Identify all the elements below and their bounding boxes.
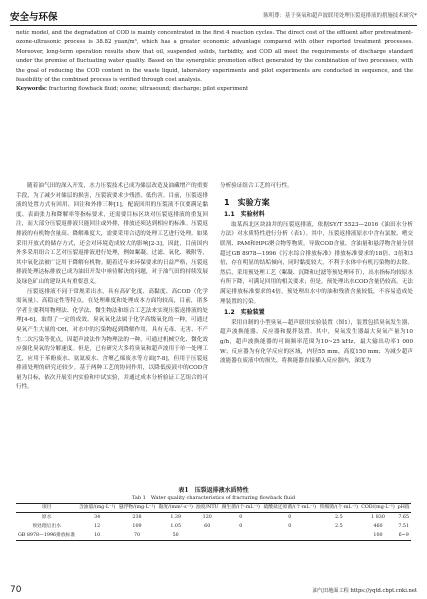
cell [195,531,220,541]
intro-paragraph-1: 随着油气田的深入开发，水力压裂技术已成为储层改造及油藏增产的重要手段，为了减少对储层的损害，压裂液要求少残渣、低伤害。目前，压裂返排液的处置方式有回用、回注和外排三种[1]，配液回用的压裂液不仅要满足黏度、表面张力和降解率等指标要求，还需要目标区块对压裂返排液的重复回注，而大部分压裂返排液只能回注或外排，排放还须达到相应的标准。压裂返排液的有机物含量高、降解难度大，需要采用合适的处理工艺进行处理。如果采用开放式的储存方式，还会对环境造成较大的影响[2-3]，因此，目前国内外多采用组合工艺对压裂返排液进行处理，例如絮凝、过滤、氧化、吸附等，其中氧化法被广泛用于降解有机物。随着近年来环保要求的日益严格，压裂返排液处理达标排放已成为油田开发中亟待解决的问题，对于油气田的持续发展及绿色矿山的建设具有重要意义。 [16,183,208,285]
materials-paragraph: 取某西北区块油井的压裂返排液，依据SY/T 5523—2016《油田水分析方法》对水质特性进行分析（表1）。其中，压裂返排液原水中含有氯胺、嗜交联剂、PAM和HPG聚合物等物质，导致COD含量、含油量和悬浮物含量分别超过GB 8978—1996《污水综合排放标准》排放标准要求的18倍、3倍和3倍，存在明显的结垢倾向，同时黏度较大，不利于水体中有机污染物的去除。然后，采用预处理工艺（絮凝、沉降和过滤等预处理环节），出水指标均较原水有所下降，可满足回用的相关要求；但是，预处理出水COD含量仍较高，无法满足排放标准要求的4倍。预处理出水中的油和残渣含量较低，不容易造成处理装置的污染。 [220,221,413,305]
cell: 7.51 [398,523,410,529]
cell: 0 [288,514,292,520]
cell: 预处理后出水 [32,523,62,529]
table-header-row [16,504,411,513]
cell: 50 [157,531,195,541]
header-tgb: 腐生菌/(个·mL⁻¹) [220,504,262,513]
cell: 1.39 [170,514,182,520]
table-row [16,522,411,531]
header-ph: pH值 [396,504,411,513]
table-row [16,513,411,523]
cell [262,531,318,541]
section-title: 安全与环保 [10,12,58,23]
cell: 460 [373,523,383,529]
table-subtitle: Tab 1 Water quality characteristics of fracturing flowback fluid [131,495,296,501]
cell: 0 [288,523,292,529]
cell: 70 [117,531,157,541]
keywords-text: fracturing flowback fluid; ozone; ultrasound; discharge; pilot experiment [48,86,249,93]
right-column [220,182,413,367]
cell: 109 [132,523,142,529]
header-viscosity: 黏度/(mm²·s⁻¹) [157,504,195,513]
table-title: 表1 压裂返排液水质特性 [178,487,249,494]
cell: 0 [239,523,243,529]
header-suspended: 悬浮物/(mg·L⁻¹) [117,504,157,513]
cell: 2.5 [335,523,343,529]
intro-paragraph-end: 分析验证组合工艺的可行性。 [220,183,293,189]
cell: 0 [239,514,243,520]
page-header [10,6,417,26]
header-divider [10,25,417,26]
intro-paragraph-2: 压裂返排液不同于常规采出水，具有高矿化度、高黏度、高COD（化学需氧量）、高稳定性等特点，在处理难度和处理成本方面均较高，目前，诸多学者主要利用物理法、化学法、微生物法和组合工艺法来实现压裂返排液的处理[4-6]，取得了一定的成效。臭氧氧化法属于化学高级氧化的一种，可通过臭氧产生大量的·OH，对水中的污染物起到降解作用，具有无毒、无害、不产生二次污染等优点，因超声波法作为物理法的一种，可通过机械空化、微化效应强化臭氧的分解速度。但是，已有研究大多将臭氧和超声波用于单一处理工艺，应用于苯酚废水、氨氮废水、含聚乙烯废水等方面[7-8]，但用于压裂返排液处理的研究还较少。基于两种工艺的协同作用，以降低废液中的COD含量为目标，依次开展室内实验和中试实验，并通过成本分析验证工艺组合的可行性。 [16,288,208,391]
cell: 100 [360,531,397,541]
left-column [16,182,208,393]
keywords [16,85,413,94]
abstract-text: netic model, and the degradation of COD is mainly concentrated in the first 4 reaction cycles. The direct cost of the effluent after pretreatment-ozone-ultrasonic process is 38.82 yuan/m³, which has a greater economic advantage compared with other reported treatment processes. Moreover, long-term operation results show that oil, suspended solids, turbidity, and COD all meet the requirements of discharge standard under the premise of fluctuating water quality. Based on the synergistic promotion effect generated by the combination of two processes, with the goal of reducing the COD content in the waste liquid, laboratory experiments and pilot experiments are conducted in sequence, and the feasibility of the combined process is verified through cost analysis. [16,30,413,84]
header-oil: 含油量/(mg·L⁻¹) [77,504,117,513]
cell: 60 [204,523,211,529]
running-title: 陈明尊：基于臭氧和超声波联用处理压裂返排液的措施技术研究* [263,13,417,19]
header-srb: 硫酸盐还原菌/(个·mL⁻¹) [262,504,318,513]
header-cod: COD/(mg·L⁻¹) [360,504,397,513]
cell: 10 [77,531,117,541]
subsection-heading-materials: 1.1 实验材料 [224,211,265,219]
header-turbidity: 浊度/NTU [195,504,220,513]
cell: 6~9 [396,531,411,541]
english-abstract [16,29,413,95]
keywords-label: Keywords: [16,86,47,93]
cell: 238 [132,514,142,520]
cell: 34 [94,514,101,520]
cell: 2.5 [335,514,343,520]
page-number: 70 [10,585,22,595]
water-quality-table [16,503,411,541]
cell [220,531,262,541]
cell: 12 [94,523,101,529]
header-fb: 铁细菌/(个·mL⁻¹) [318,504,360,513]
cell [318,531,360,541]
cell: 1.05 [170,523,182,529]
journal-footer: 油气田地面工程 https://yqtd.cbpt.cnki.net [312,588,417,594]
cell: 原水 [41,514,52,520]
cell: GB 8978—1996排放标准 [16,531,77,541]
cell: 120 [202,514,212,520]
section-heading-experiment: 1 实验方案 [224,197,270,207]
cell: 1 830 [371,514,385,520]
table-row [16,531,411,541]
header-item: 项目 [16,504,77,513]
page-footer [10,583,417,595]
subsection-heading-apparatus: 1.2 实验装置 [224,309,265,317]
apparatus-paragraph: 采用自制的小型臭氧—超声联用实验装置（图1），装置包括臭氧发生器、超声波换能器、反应器和搅拌装置。其中，臭氧发生器最大臭氧产量为10 g/h，超声波换能器的可调频率范围为10~25 kHz，最大输出功率1 000 W；反应器为有化学反应的区域，内径55 mm，高度150 mm；为减少超声波能器在废液中的损失，将换能器直接插入反应器内，深度为 [220,319,413,365]
cell: 7.65 [398,514,410,520]
